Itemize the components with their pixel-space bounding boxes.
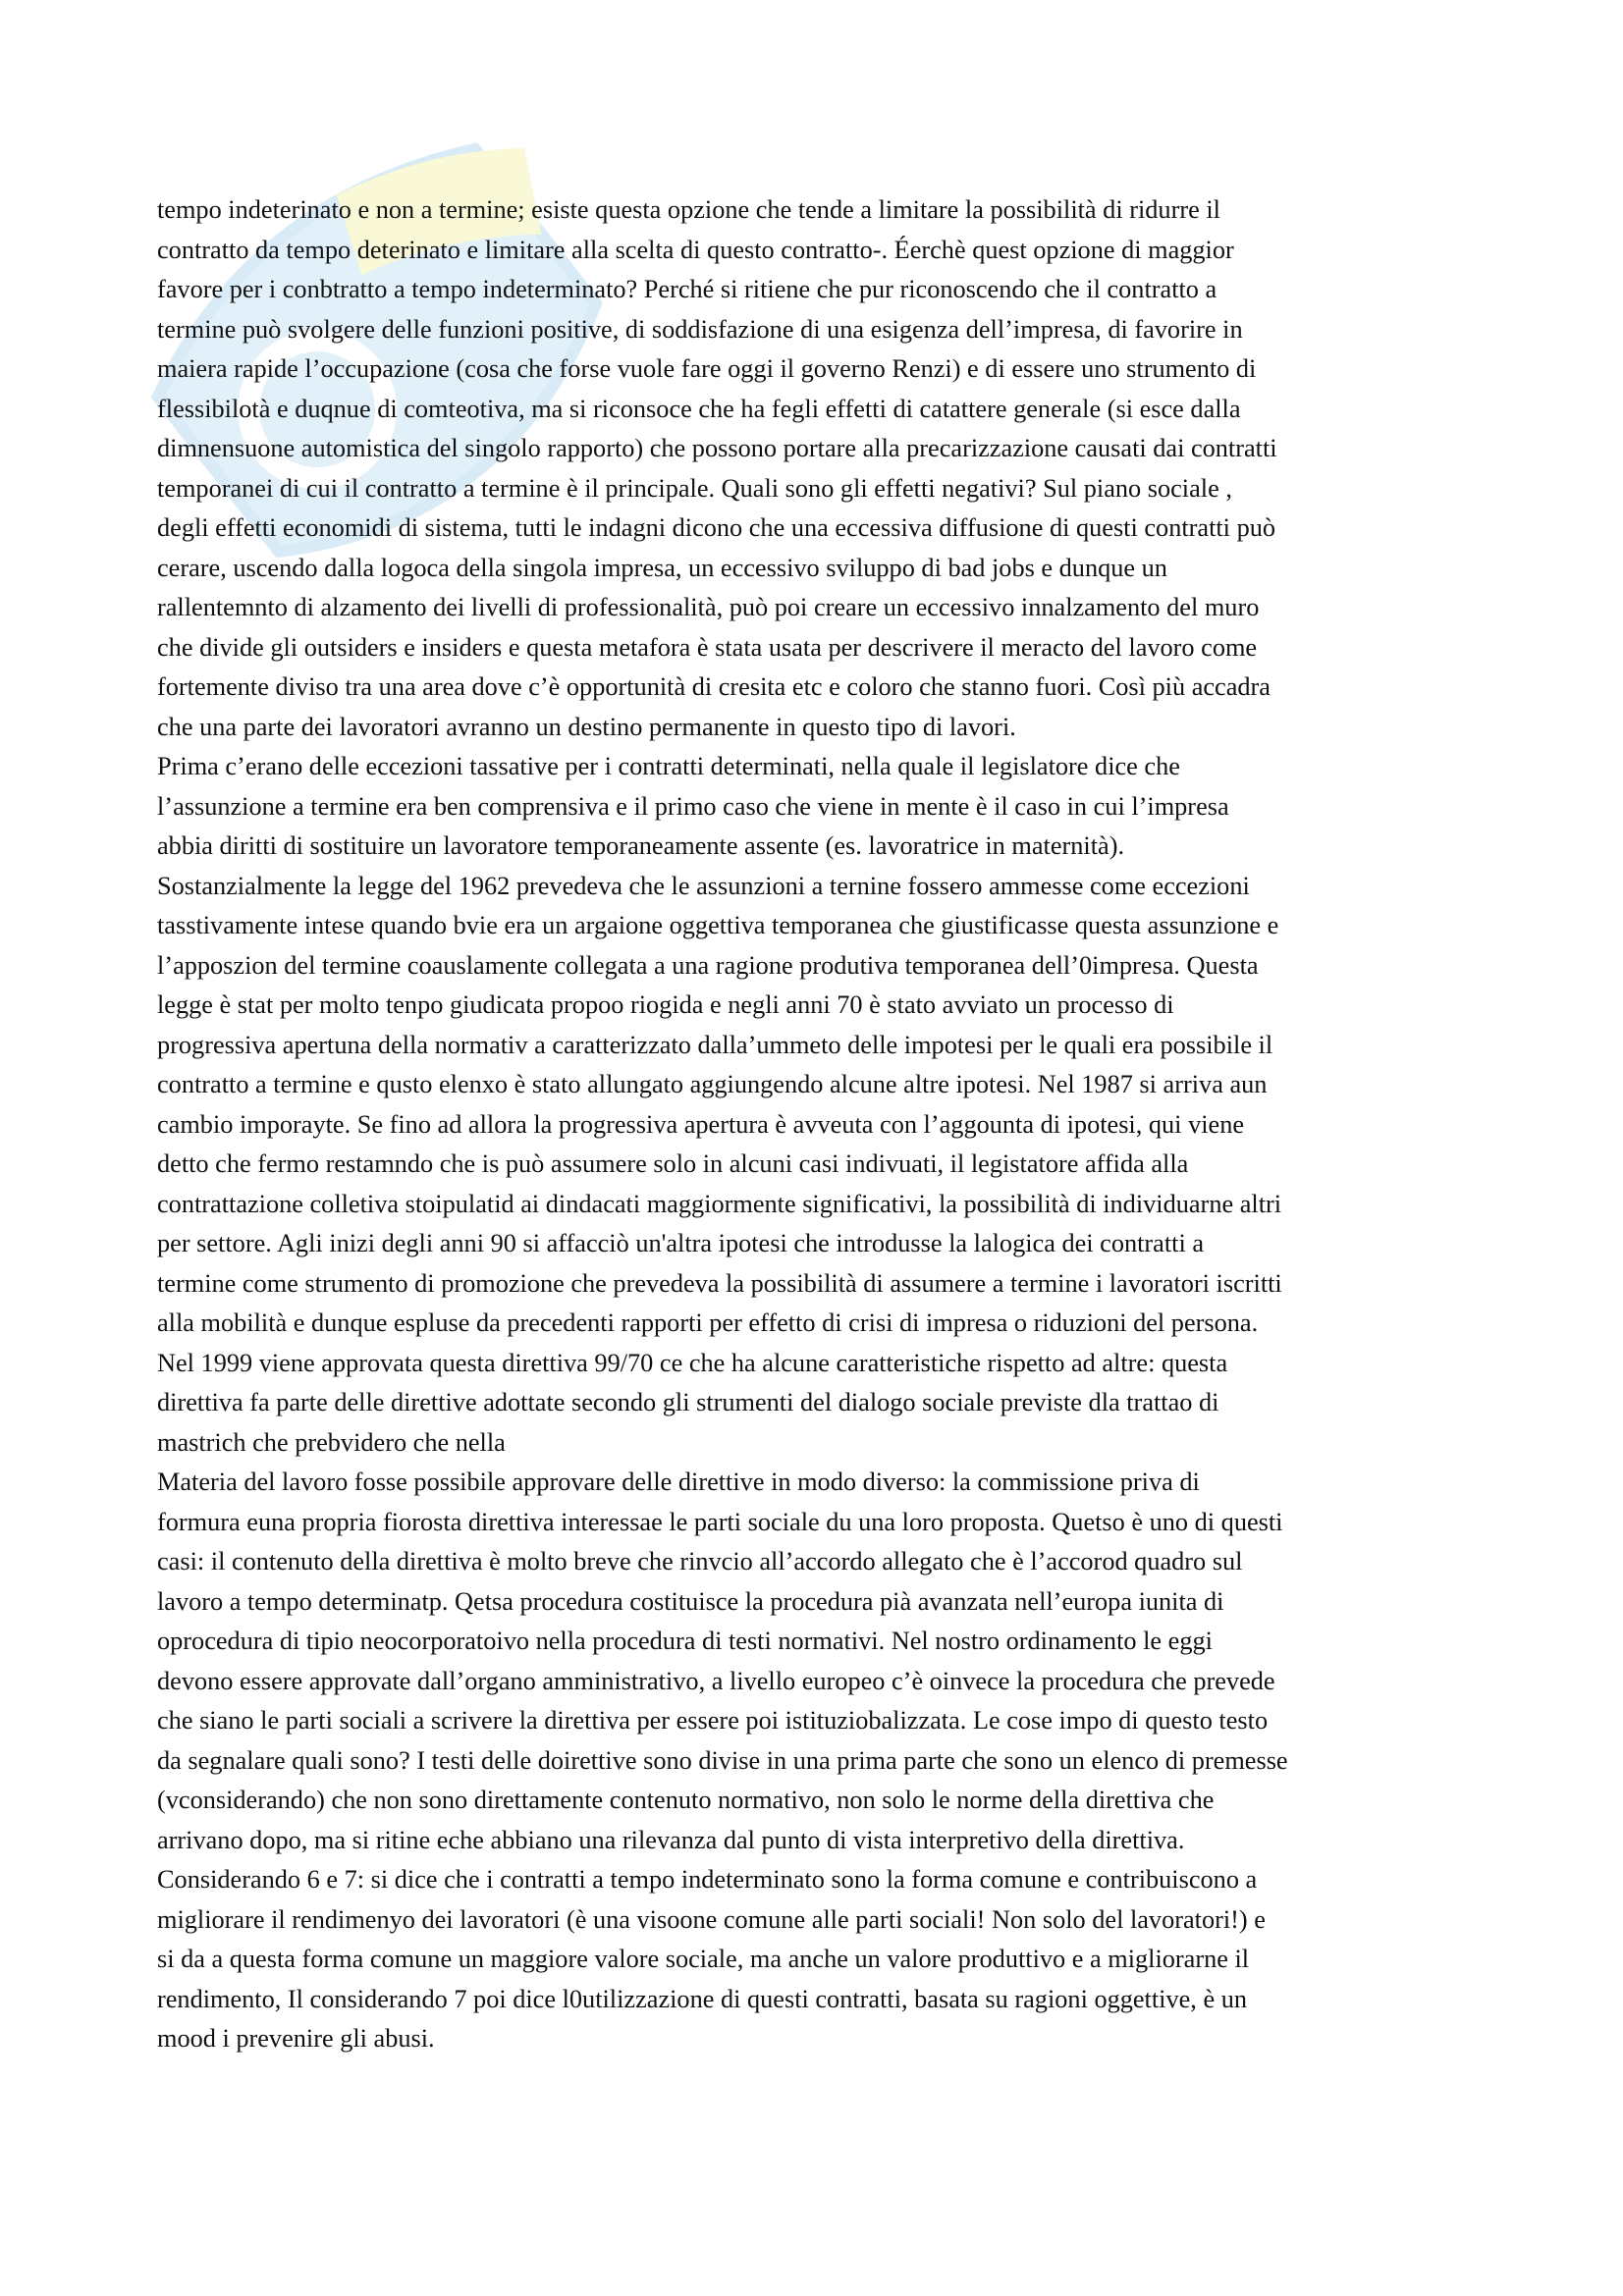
text-line: Prima c’erano delle eccezioni tassative per i contratti determinati, nella quale il legislatore dice che: [157, 752, 1180, 780]
text-line: temporanei di cui il contratto a termine è il principale. Quali sono gli effetti negativi? Sul piano sociale ,: [157, 473, 1232, 503]
text-line: Nel 1999 viene approvata questa direttiva 99/70 ce che ha alcune caratteristiche rispetto ad altre: questa: [157, 1348, 1228, 1377]
text-line: degli effetti economidi di sistema, tutti le indagni dicono che una eccessiva diffusione di questi contratti può: [157, 513, 1276, 542]
text-line: oprocedura di tipio neocorporatoivo nella procedura di testi normativi. Nel nostro ordinamento le eggi: [157, 1627, 1213, 1655]
text-line: tempo indeterinato e non a termine; esiste questa opzione che tende a limitare la possibilità di ridurre il: [157, 195, 1220, 224]
text-line: cambio imporayte. Se fino ad allora la progressiva apertura è avveuta con l’aggounta di ipotesi, qui viene: [157, 1109, 1245, 1139]
document-body: [157, 190, 1483, 2059]
text-line: mood i prevenire gli abusi.: [157, 2024, 435, 2053]
text-line: che una parte dei lavoratori avranno un destino permanente in questo tipo di lavori.: [157, 712, 1016, 741]
text-line: migliorare il rendimenyo dei lavoratori (è una visoone comune alle parti sociali! Non solo del lavoratori!) e: [157, 1904, 1266, 1934]
text-line: termine come strumento di promozione che prevedeva la possibilità di assumere a termine i lavoratori iscritti: [157, 1268, 1282, 1298]
text-line: maiera rapide l’occupazione (cosa che forse vuole fare oggi il governo Renzi) e di essere uno strumento di: [157, 354, 1257, 383]
text-line: contrattazione colletiva stoipulatid ai dindacati maggiormente significativi, la possibilità di individuarne altri: [157, 1189, 1282, 1218]
text-line: termine può svolgere delle funzioni positive, di soddisfazione di una esigenza dell’impresa, di favorire in: [157, 314, 1243, 344]
text-line: contratto da tempo deterinato e limitare alla scelta di questo contratto-. Éerchè quest opzione di maggior: [157, 235, 1234, 264]
text-line: contratto a termine e qusto elenxo è stato allungato aggiungendo alcune altre ipotesi. Nel 1987 si arriva aun: [157, 1070, 1268, 1098]
text-line: detto che fermo restamndo che is può assumere solo in alcuni casi indivuati, il legistatore affida alla: [157, 1149, 1189, 1178]
text-line: si da a questa forma comune un maggiore valore sociale, ma anche un valore produttivo e a migliorarne il: [157, 1945, 1250, 1973]
text-line: (vconsiderando) che non sono direttamente contenuto normativo, non solo le norme della direttiva che: [157, 1786, 1215, 1814]
text-line: rendimento, Il considerando 7 poi dice l0utilizzazione di questi contratti, basata su ragioni oggettive, è un: [157, 1984, 1247, 2013]
text-line: che divide gli outsiders e insiders e questa metafora è stata usata per descrivere il meracto del lavoro come: [157, 632, 1258, 662]
text-line: Considerando 6 e 7: si dice che i contratti a tempo indeterminato sono la forma comune e contribuiscono a: [157, 1865, 1258, 1894]
text-line: arrivano dopo, ma si ritine eche abbiano una rilevanza dal punto di vista interpretivo della direttiva.: [157, 1825, 1185, 1854]
text-line: Materia del lavoro fosse possibile approvare delle direttive in modo diverso: la commissione priva di: [157, 1468, 1200, 1496]
text-line: l’apposzion del termine coauslamente collegata a una ragione produtiva temporanea dell’0impresa. Questa: [157, 950, 1259, 980]
text-line: alla mobilità e dunque espluse da precedenti rapporti per effetto di crisi di impresa o riduzioni del persona.: [157, 1308, 1259, 1337]
text-line: fortemente diviso tra una area dove c’è opportunità di cresita etc e coloro che stanno fuori. Così più accadra: [157, 672, 1271, 701]
text-line: formura euna propria fiorosta direttiva interessae le parti sociale du una loro proposta. Quetso è uno di questi: [157, 1507, 1283, 1536]
text-line: rallentemnto di alzamento dei livelli di professionalità, può poi creare un eccessivo innalzamento del muro: [157, 593, 1260, 621]
text-line: progressiva apertuna della normativ a caratterizzato dalla’ummeto delle impotesi per le quali era possibile il: [157, 1030, 1273, 1059]
text-line: casi: il contenuto della direttiva è molto breve che rinvcio all’accordo allegato che è l’accorod quadro sul: [157, 1547, 1243, 1575]
text-line: direttiva fa parte delle direttive adottate secondo gli strumenti del dialogo sociale previste dla trattao di: [157, 1388, 1219, 1416]
text-line: abbia diritti di sostituire un lavoratore temporaneamente assente (es. lavoratrice in maternità).: [157, 831, 1125, 860]
text-line: lavoro a tempo determinatp. Qetsa procedura costituisce la procedura pià avanzata nell’europa iunita di: [157, 1586, 1224, 1616]
text-line: per settore. Agli inizi degli anni 90 si affacciò un'altra ipotesi che introdusse la lalogica dei contratti a: [157, 1229, 1205, 1257]
text-line: Sostanzialmente la legge del 1962 prevedeva che le assunzioni a ternine fossero ammesse come eccezioni: [157, 871, 1250, 900]
text-line: favore per i conbtratto a tempo indeterminato? Perché si ritiene che pur riconoscendo che il contratto a: [157, 275, 1217, 303]
text-line: che siano le parti sociali a scrivere la direttiva per essere poi istituziobalizzata. Le cose impo di questo testo: [157, 1706, 1269, 1735]
text-line: legge è stat per molto tenpo giudicata propoo riogida e negli anni 70 è stato avviato un processo di: [157, 990, 1174, 1019]
text-line: mastrich che prebvidero che nella: [157, 1427, 506, 1457]
text-line: da segnalare quali sono? I testi delle doirettive sono divise in una prima parte che sono un elenco di premesse: [157, 1745, 1288, 1775]
text-line: tasstivamente intese quando bvie era un argaione oggettiva temporanea che giustificasse questa assunzione e: [157, 911, 1279, 939]
text-line: devono essere approvate dall’organo amministrativo, a livello europeo c’è oinvece la procedura che prevede: [157, 1666, 1275, 1695]
text-line: flessibilotà e duqnue di comteotiva, ma si riconsoce che ha fegli effetti di catattere generale (si esce dalla: [157, 394, 1241, 423]
text-line: l’assunzione a termine era ben comprensiva e il primo caso che viene in mente è il caso in cui l’impresa: [157, 791, 1229, 821]
text-line: dimnensuone automistica del singolo rapporto) che possono portare alla precarizzazione causati dai contratti: [157, 434, 1277, 462]
text-line: cerare, uscendo dalla logoca della singola impresa, un eccessivo sviluppo di bad jobs e dunque un: [157, 553, 1167, 582]
